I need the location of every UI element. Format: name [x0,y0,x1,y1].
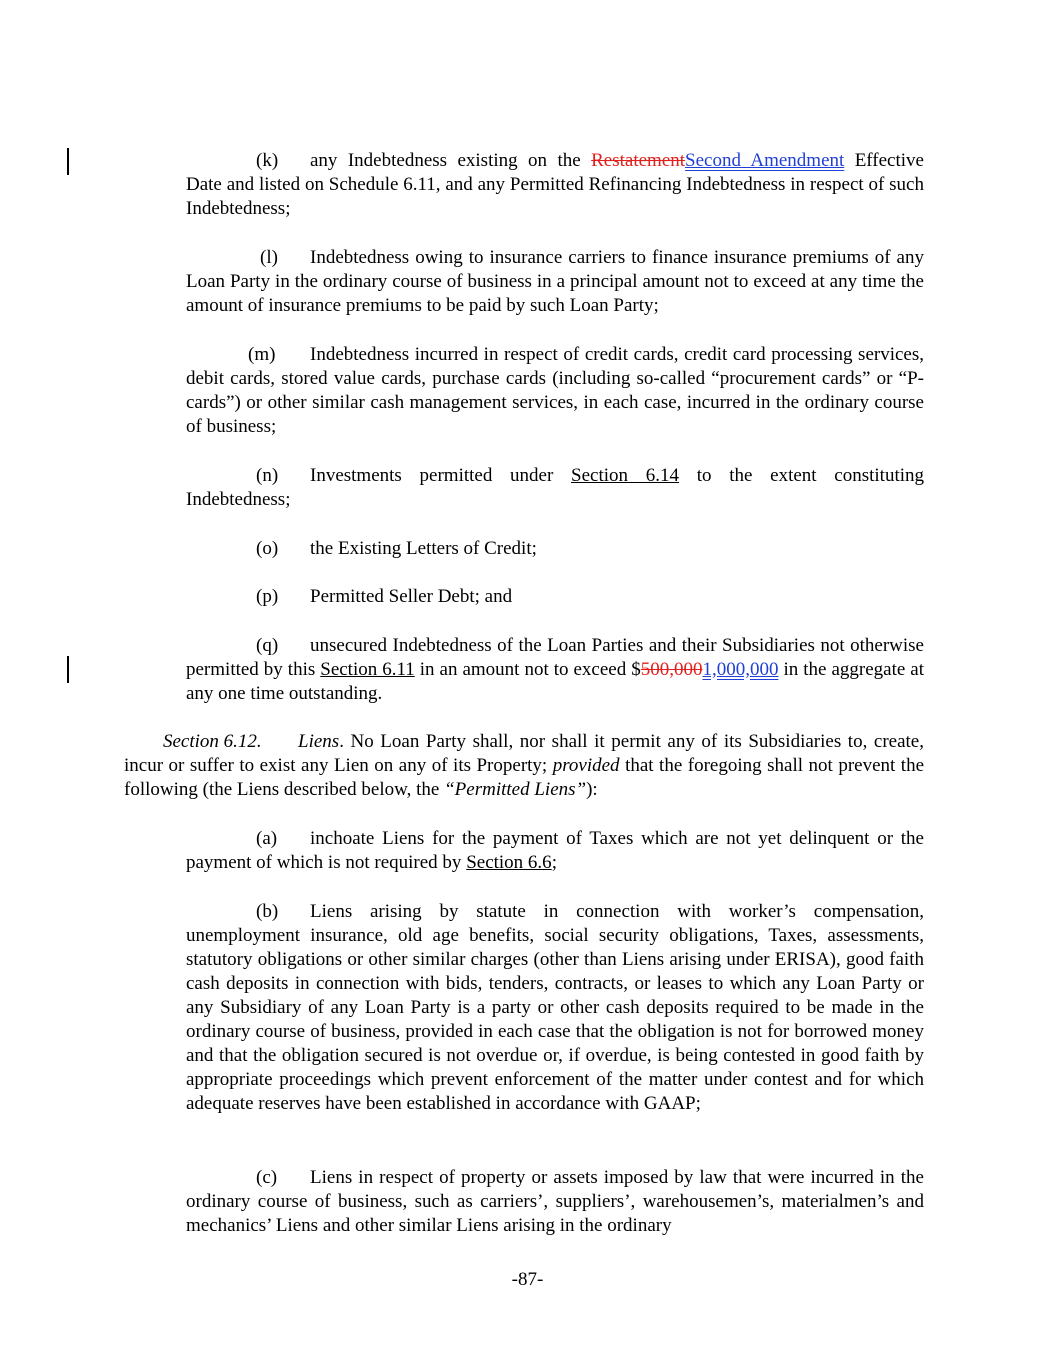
clause-text-mid: in an amount not to exceed $ [414,659,641,680]
lien-a [186,827,924,875]
clause-text: any Indebtedness existing on the [310,150,592,171]
clause-text: the Existing Letters of Credit; [310,538,537,559]
clause-label: (b) [256,901,279,922]
clause-text: Investments permitted under [310,465,572,486]
clause-label: (c) [256,1167,278,1188]
page-number: -87- [511,1269,544,1290]
clause-text: Indebtedness owing to insurance carriers to finance insurance premiums of any Loan Party in the ordinary course of business in a principal amount not to exceed at any time the amount of insurance premiums to be paid by such Loan Party; [186,247,924,316]
clause-n [186,464,924,512]
clause-l [186,246,924,318]
lien-c [186,1166,924,1238]
clause-label: (a) [256,828,278,849]
clause-text-cont: Effective Date and listed on Schedule 6.11, and any Permitted Refinancing Indebtedness in respect of such Indebtedness; [186,150,924,219]
section-title: Liens [298,731,340,752]
inserted-text: 1,000,000 [702,659,779,680]
change-bar-k [67,148,69,175]
clause-label: (l) [260,247,278,268]
clause-q [186,634,924,706]
clause-label: (q) [256,635,279,656]
clause-text: Indebtedness incurred in respect of credit cards, credit card processing services, debit cards, stored value cards, purchase cards (including so-called “procurement cards” or “P-cards”) or other similar cash management services, in each case, incurred in the ordinary course of business; [186,344,924,437]
clause-k [186,149,924,221]
clause-label: (k) [256,150,279,171]
section-ref-link[interactable]: Section 6.14 [571,465,679,486]
deleted-text: 500,000 [640,659,703,680]
clause-text-cont: in the aggregate at any one time outstanding. [186,659,924,704]
section-text: . No Loan Party shall, nor shall it permit any of its Subsidiaries to, create, incur or suffer to exist any Lien on any of its Property; [124,731,924,776]
clause-text-cont: ; [551,852,557,873]
change-bar-q [67,656,69,683]
clause-label: (n) [256,465,279,486]
section-text-end: ): [586,779,598,800]
provided-term: provided [552,755,620,776]
clause-label: (o) [256,538,279,559]
clause-text: Liens arising by statute in connection with worker’s compensation, unemployment insurance, old age benefits, social security obligations, Taxes, assessments, statutory obligations or other similar charges (other than Liens arising under ERISA), good faith cash deposits in connection with bids, tenders, contracts, or leases to which any Loan Party or any Subsidiary of any Loan Party is a party or other cash deposits required to be made in the ordinary course of business, provided in each case that the obligation is not for borrowed money and that the obligation secured is not overdue or, if overdue, is being contested in good faith by appropriate proceedings which prevent enforcement of the matter under contest and for which adequate reserves have been established in accordance with GAAP; [186,901,924,1114]
clause-text: unsecured Indebtedness of the Loan Parties and their Subsidiaries not otherwise permitted by this [186,635,924,680]
section-ref-link[interactable]: Section 6.11 [320,659,415,680]
lien-b [186,900,924,1116]
clause-o [186,537,924,561]
clause-text: inchoate Liens for the payment of Taxes which are not yet delinquent or the payment of which is not required by [186,828,924,873]
clause-text: Liens in respect of property or assets imposed by law that were incurred in the ordinary course of business, such as carriers’, suppliers’, warehousemen’s, materialmen’s and mechanics’ Liens and other similar Liens arising in the ordinary [186,1167,924,1236]
clause-p [186,585,924,609]
section-number: Section 6.12. [163,731,262,752]
inserted-text: Second Amendment [685,150,845,171]
clause-label: (m) [248,344,276,365]
clause-text-cont: to the extent constituting Indebtedness; [186,465,924,510]
section-text-cont: that the foregoing shall not prevent the following (the Liens described below, the [124,755,925,800]
defined-term: “Permitted Liens” [444,779,587,800]
clause-m [186,343,924,439]
section-6-12 [124,730,924,802]
clause-label: (p) [256,586,279,607]
clause-text: Permitted Seller Debt; and [310,586,513,607]
section-ref-link[interactable]: Section 6.6 [466,852,552,873]
deleted-text: Restatement [591,150,686,171]
